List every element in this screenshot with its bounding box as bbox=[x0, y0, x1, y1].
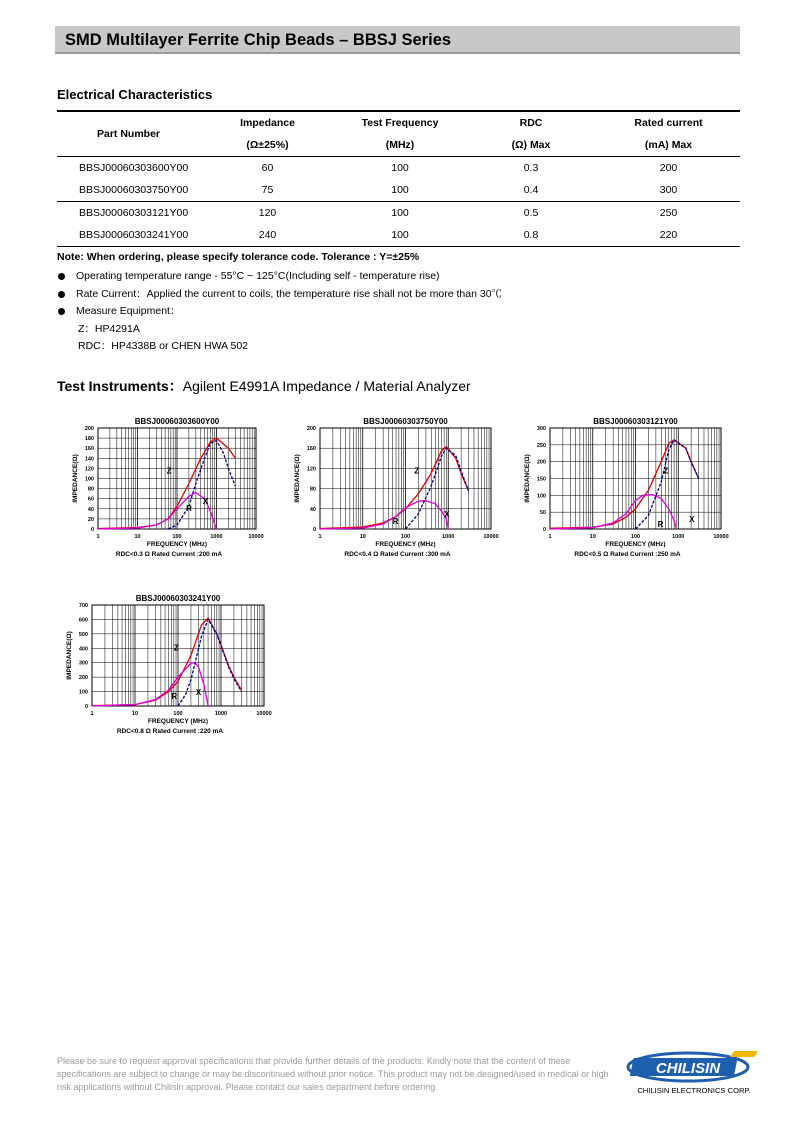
rdc-cell: 0.3 bbox=[523, 162, 539, 174]
y-tick-label: 300 bbox=[78, 660, 88, 667]
y-tick-label: 80 bbox=[87, 486, 94, 493]
test-frequency-cell: 100 bbox=[391, 207, 409, 219]
x-axis-label: FREQUENCY (MHz) bbox=[375, 541, 436, 548]
rdc-cell: 0.4 bbox=[523, 184, 539, 196]
impedance-cell: 60 bbox=[261, 162, 274, 174]
y-tick-label: 300 bbox=[536, 426, 546, 432]
test-instruments bbox=[57, 376, 471, 396]
x-axis-label: FREQUENCY (MHz) bbox=[146, 541, 208, 548]
test-frequency-cell: 100 bbox=[391, 162, 409, 174]
y-tick-label: 20 bbox=[87, 516, 94, 523]
y-tick-label: 0 bbox=[312, 527, 316, 533]
test-instruments-value: Agilent E4991A Impedance / Material Analyzer bbox=[182, 378, 471, 394]
y-tick-label: 60 bbox=[87, 496, 94, 503]
chilisin-logo bbox=[622, 1047, 767, 1097]
x-tick-label: 10 bbox=[134, 534, 141, 540]
test-frequency-cell: 100 bbox=[391, 184, 409, 196]
electrical-characteristics-table bbox=[57, 110, 740, 247]
curve-label-z: Z bbox=[173, 643, 179, 653]
bullet-text: Rate Current：Applied the current to coils, the temperature rise shall not be more than 30℃ bbox=[76, 287, 503, 300]
bullet-icon bbox=[58, 273, 65, 280]
x-tick-label: 1 bbox=[96, 534, 100, 540]
x-tick-label: 10000 bbox=[713, 534, 729, 540]
y-tick-label: 120 bbox=[306, 466, 316, 473]
ordering-note: Note: When ordering, please specify tolerance code. Tolerance : Y=±25% bbox=[57, 251, 420, 263]
table-row bbox=[57, 224, 740, 247]
x-tick-label: 1000 bbox=[672, 534, 685, 540]
x-tick-label: 1000 bbox=[442, 534, 455, 540]
impedance-chart-241 bbox=[62, 589, 280, 742]
impedance-cell: 75 bbox=[261, 184, 274, 196]
chart-caption: RDC<0.5 Ω Rated Current :250 mA bbox=[574, 551, 681, 558]
y-tick-label: 100 bbox=[84, 476, 94, 483]
y-axis-label: IMPEDANCE(Ω) bbox=[294, 454, 301, 503]
y-tick-label: 180 bbox=[84, 436, 94, 443]
test-frequency-cell: 100 bbox=[391, 229, 409, 241]
y-tick-label: 700 bbox=[78, 603, 88, 609]
table-row bbox=[57, 179, 740, 202]
chart-title: BBSJ00060303121Y00 bbox=[593, 417, 678, 426]
col-test-frequency-unit: (MHz) bbox=[385, 139, 415, 151]
chart-caption: RDC<0.4 Ω Rated Current :300 mA bbox=[344, 551, 451, 558]
chart-caption: RDC<0.8 Ω Rated Current :220 mA bbox=[116, 728, 224, 735]
col-test-frequency: Test Frequency bbox=[361, 117, 439, 129]
x-tick-label: 100 bbox=[172, 534, 182, 540]
curve-label-x: X bbox=[202, 496, 209, 506]
table-row bbox=[57, 202, 740, 225]
impedance-chart-600 bbox=[68, 412, 273, 565]
page-title: SMD Multilayer Ferrite Chip Beads – BBSJ Series bbox=[65, 31, 452, 49]
x-tick-label: 10 bbox=[131, 711, 139, 717]
impedance-cell: 240 bbox=[258, 229, 277, 241]
col-rdc: RDC bbox=[519, 117, 543, 129]
col-rated-current-unit: (mA) Max bbox=[644, 139, 693, 151]
rated-current-cell: 250 bbox=[659, 207, 678, 219]
chart-title: BBSJ00060303750Y00 bbox=[363, 417, 448, 426]
col-impedance: Impedance bbox=[240, 117, 295, 129]
y-tick-label: 140 bbox=[84, 456, 94, 463]
y-tick-label: 40 bbox=[87, 506, 94, 513]
x-tick-label: 1 bbox=[318, 534, 322, 540]
y-tick-label: 200 bbox=[536, 459, 546, 466]
series-line-r bbox=[92, 663, 208, 706]
page-header-banner bbox=[55, 26, 740, 54]
x-tick-label: 100 bbox=[173, 711, 183, 717]
chart-title: BBSJ00060303600Y00 bbox=[134, 417, 220, 426]
x-tick-label: 1000 bbox=[214, 711, 228, 717]
bullet-text: Measure Equipment： bbox=[76, 305, 181, 317]
col-rdc-unit: (Ω) Max bbox=[511, 139, 551, 151]
col-part-number: Part Number bbox=[96, 128, 160, 140]
rated-current-cell: 200 bbox=[659, 162, 678, 174]
table-row bbox=[57, 157, 740, 180]
curve-label-r: R bbox=[392, 516, 399, 526]
y-tick-label: 150 bbox=[536, 476, 546, 483]
x-tick-label: 100 bbox=[400, 534, 411, 540]
y-tick-label: 0 bbox=[90, 527, 94, 533]
curve-label-r: R bbox=[186, 503, 192, 513]
rated-current-cell: 220 bbox=[659, 229, 678, 241]
bullet-text: Operating temperature range - 55°C ~ 125°C(Including self - temperature rise) bbox=[76, 270, 440, 282]
y-tick-label: 160 bbox=[306, 446, 316, 453]
curve-label-z: Z bbox=[414, 466, 420, 476]
x-axis-label: FREQUENCY (MHz) bbox=[605, 541, 666, 548]
part-number-cell: BBSJ00060303241Y00 bbox=[79, 229, 189, 241]
x-tick-label: 10000 bbox=[483, 534, 499, 540]
bullet-icon bbox=[58, 291, 65, 298]
rdc-cell: 0.5 bbox=[523, 207, 539, 219]
electrical-characteristics-title: Electrical Characteristics bbox=[57, 87, 213, 102]
notes-list bbox=[57, 268, 502, 356]
x-tick-label: 10 bbox=[359, 534, 366, 540]
logo-text: CHILISIN bbox=[655, 1060, 721, 1077]
y-tick-label: 200 bbox=[78, 675, 88, 682]
y-tick-label: 250 bbox=[536, 442, 546, 449]
bullet-icon bbox=[58, 308, 65, 315]
col-impedance-unit: (Ω±25%) bbox=[246, 139, 289, 151]
x-tick-label: 10000 bbox=[248, 534, 264, 540]
y-tick-label: 0 bbox=[84, 704, 88, 710]
y-tick-label: 0 bbox=[542, 527, 546, 533]
impedance-chart-750 bbox=[290, 412, 505, 565]
equipment-z: Z：HP4291A bbox=[78, 322, 140, 335]
list-item bbox=[57, 286, 502, 304]
col-rated-current: Rated current bbox=[634, 117, 703, 129]
y-axis-label: IMPEDANCE(Ω) bbox=[66, 631, 73, 680]
rdc-cell: 0.8 bbox=[523, 229, 539, 241]
x-tick-label: 1000 bbox=[210, 534, 223, 540]
x-tick-label: 10000 bbox=[256, 711, 272, 717]
y-tick-label: 100 bbox=[536, 493, 546, 500]
y-tick-label: 200 bbox=[84, 426, 94, 432]
table-header-row bbox=[57, 111, 740, 134]
curve-label-r: R bbox=[171, 691, 178, 701]
series-line-r bbox=[98, 493, 217, 529]
y-tick-label: 400 bbox=[78, 646, 88, 653]
test-instruments-label: Test Instruments： bbox=[57, 378, 183, 394]
chart-caption: RDC<0.3 Ω Rated Current :200 mA bbox=[115, 551, 223, 558]
y-tick-label: 600 bbox=[78, 617, 88, 624]
x-tick-label: 100 bbox=[630, 534, 641, 540]
part-number-cell: BBSJ00060303600Y00 bbox=[79, 162, 189, 174]
curve-label-z: Z bbox=[166, 466, 172, 476]
part-number-cell: BBSJ00060303750Y00 bbox=[79, 184, 189, 196]
series-line-r bbox=[320, 501, 448, 529]
curve-label-x: X bbox=[195, 687, 202, 697]
x-tick-label: 1 bbox=[548, 534, 552, 540]
curve-label-x: X bbox=[444, 509, 450, 519]
y-tick-label: 160 bbox=[84, 446, 94, 453]
equipment-rdc: RDC：HP4338B or CHEN HWA 502 bbox=[78, 340, 248, 352]
part-number-cell: BBSJ00060303121Y00 bbox=[79, 207, 189, 219]
y-axis-label: IMPEDANCE(Ω) bbox=[524, 454, 531, 503]
rated-current-cell: 300 bbox=[659, 184, 678, 196]
company-name: CHILISIN ELECTRONICS CORP. bbox=[637, 1086, 751, 1095]
list-item bbox=[57, 303, 502, 321]
impedance-chart-121 bbox=[520, 412, 735, 565]
curve-label-r: R bbox=[657, 519, 664, 529]
curve-label-x: X bbox=[689, 514, 695, 524]
curve-label-z: Z bbox=[663, 466, 669, 476]
y-tick-label: 50 bbox=[539, 510, 546, 517]
y-tick-label: 120 bbox=[84, 466, 94, 473]
chart-title: BBSJ00060303241Y00 bbox=[135, 594, 221, 603]
x-tick-label: 1 bbox=[90, 711, 94, 717]
y-tick-label: 40 bbox=[309, 506, 316, 513]
x-axis-label: FREQUENCY (MHz) bbox=[147, 718, 209, 725]
x-tick-label: 10 bbox=[589, 534, 596, 540]
list-item bbox=[57, 268, 502, 286]
y-tick-label: 200 bbox=[306, 426, 316, 432]
y-tick-label: 500 bbox=[78, 631, 88, 638]
y-axis-label: IMPEDANCE(Ω) bbox=[72, 454, 79, 503]
footer-disclaimer: Please be sure to request approval specifications that provide further details of the products. Kindly note that the content of these specifications are subject to change or may be discontinued without prior notice. This product may not be designed/used in medical or high risk applications without Chilisin approval. Please contact our sales department before ordering. bbox=[57, 1056, 609, 1092]
impedance-cell: 120 bbox=[258, 207, 277, 219]
y-tick-label: 80 bbox=[309, 486, 316, 493]
series-line-x bbox=[168, 441, 235, 529]
y-tick-label: 100 bbox=[78, 689, 88, 696]
